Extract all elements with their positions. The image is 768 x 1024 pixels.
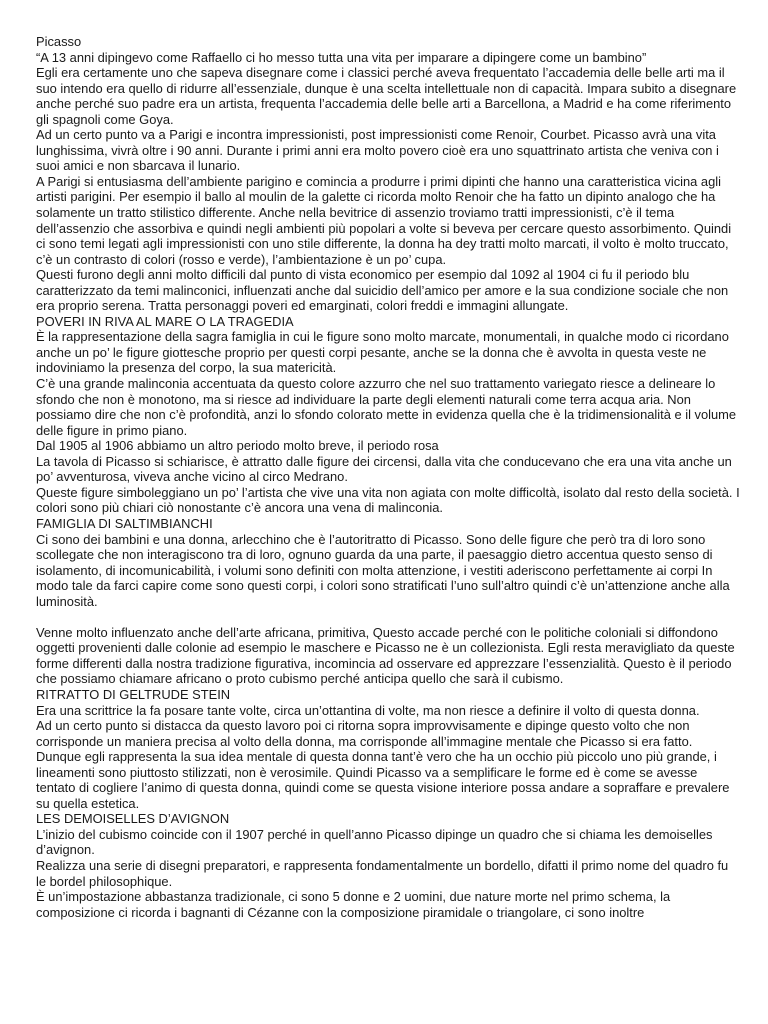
- african-period-paragraph: Venne molto influenzato anche dell’arte africana, primitiva, Questo accade perché con le politiche coloniali si diffondono oggetti provenienti dalle colonie ad esempio le maschere e Picasso ne è un collezionista. Egli resta meravigliato da queste forme differenti dalla nostra tradizione figurativa, incomincia ad osservare ed apprezzare l’essenzialità. Questo è il periodo che possiamo chiamare africano o proto cubismo perché anticipa quello che sarà il cubismo.: [36, 624, 735, 687]
- rose-period-paragraph-2: La tavola di Picasso si schiarisce, è attratto dalle figure dei circensi, dalla vita che conducevano che era una vita anche un po’ avventurosa, viveva anche vicino al circo Medrano.: [36, 453, 732, 485]
- heading-poveri-in-riva: POVERI IN RIVA AL MARE O LA TRAGEDIA: [36, 313, 294, 329]
- famiglia-paragraph: Ci sono dei bambini e una donna, arlecchino che è l’autoritratto di Picasso. Sono delle figure che però tra di loro sono scollegate che non interagiscono tra di loro, ognuno guarda da una parte, il paesaggio dietro accentua questo senso di isolamento, di incomunicabilità, i volumi sono definiti con molta attenzione, i vestiti aderiscono perfettamente ai corpi In modo tale da farci capire come sono questi corpi, i colori sono stratificati l’uno sull’altro quindi c’è un’attenzione anche alla luminosità.: [36, 531, 730, 609]
- stein-paragraph-1: Era una scrittrice la fa posare tante volte, circa un’ottantina di volte, ma non riesce a definire il volto di questa donna.: [36, 702, 700, 718]
- poveri-paragraph-2: C’è una grande malinconia accentuata da questo colore azzurro che nel suo trattamento variegato riesce a delineare lo sfondo che non è monotono, ma si riesce ad individuare la parte degli elementi naturali come terra acqua aria. Non possiamo dire che non c’è profondità, anzi lo sfondo colorato mette in evidenza quella che è la tridimensionalità e il volume delle figure in primo piano.: [36, 376, 737, 438]
- demoiselles-paragraph-3: È un’impostazione abbastanza tradizionale, ci sono 5 donne e 2 uomini, due nature morte nel primo schema, la composizione ci ricorda i bagnanti di Cézanne con la composizione piramidale o triangolare, ci sono inoltre: [36, 889, 671, 920]
- document-page: [36, 34, 740, 920]
- heading-famiglia-saltimbianchi: FAMIGLIA DI SALTIMBIANCHI: [36, 515, 213, 531]
- demoiselles-paragraph-1: L’inizio del cubismo coincide con il 1907 perché in quell’anno Picasso dipinge un quadro che si chiama les demoiselles d’avignon.: [36, 826, 713, 858]
- heading-ritratto-stein: RITRATTO DI GELTRUDE STEIN: [36, 686, 231, 702]
- intro-paragraph-3: A Parigi si entusiasma dell’ambiente parigino e comincia a produrre i primi dipinti che hanno una caratteristica vicina agli artisti parigini. Per esempio il ballo al moulin de la galette ci ricorda molto Renoir che ha fatto un dipinto analogo che ha solamente un tratto stilistico differente. Anche nella bevitrice di assenzio troviamo tratti impressionisti, c’è il tema dell’assenzio che assorbiva e quindi negli ambienti più popolari a volte si beveva per cercare questo assorbimento. Quindi ci sono temi legati agli impressionisti con uno stile differente, la donna ha dey tratti molto marcati, il volto è molto truccato, c’è un contrasto di colori (rosso e verde), l’ambientazione è un po’ cupa.: [36, 173, 732, 267]
- blank-line: [36, 609, 740, 625]
- blue-period-paragraph: Questi furono degli anni molto difficili dal punto di vista economico per esempio dal 1092 al 1904 ci fu il periodo blu caratterizzato da temi malinconici, influenzati anche dal suicidio dell’amico per amore e la sua condizione sociale che non era proprio serena. Tratta personaggi poveri ed emarginati, colori freddi e immagini allungate.: [36, 267, 729, 314]
- document-title: Picasso: [36, 34, 82, 49]
- quote-paragraph: “A 13 anni dipingevo come Raffaello ci ho messo tutta una vita per imparare a dipingere come un bambino”: [36, 49, 647, 65]
- stein-paragraph-2: Ad un certo punto si distacca da questo lavoro poi ci ritorna sopra improvvisamente e dipinge questo volto che non corrisponde un maniera precisa al volto della donna, ma corrisponde all’immagine mentale che Picasso si era fatto. Dunque egli rappresenta la sua idea mentale di questa donna tant’è vero che ha un occhio più piccolo uno più grande, i lineamenti sono piuttosto stilizzati, non è verosimile. Quindi Picasso va a semplificare le forme ed è come se avesse tentato di cogliere l’animo di questa donna, quindi come se questa visione interiore possa andare a sopraffare e prevalere su quella estetica.: [36, 718, 730, 811]
- intro-paragraph-1: Egli era certamente uno che sapeva disegnare come i classici perché aveva frequentato l’accademia delle belle arti ma il suo intendo era quello di ridurre all’essenziale, dunque è una scelta intellettuale non di capacità. Impara subito a disegnare anche perché suo padre era un artista, frequenta l’accademia delle belle arti a Barcellona, a Madrid e ha come riferimento gli spagnoli come Goya.: [36, 65, 737, 127]
- poveri-paragraph-1: È la rappresentazione della sagra famiglia in cui le figure sono molto marcate, monumentali, in qualche modo ci ricordano anche un po’ le figure giottesche proprio per questi corpi pesante, anche se la donna che è avvolta in questa veste ne indoviniamo la presenza del corpo, la sua matericità.: [36, 329, 729, 376]
- rose-period-paragraph-1: Dal 1905 al 1906 abbiamo un altro periodo molto breve, il periodo rosa: [36, 438, 439, 454]
- rose-period-paragraph-3: Queste figure simboleggiano un po’ l’artista che vive una vita non agiata con molte difficoltà, isolato dal resto della società. I colori sono più chiari ciò nonostante c’è ancora una vena di malinconia.: [36, 484, 740, 516]
- demoiselles-paragraph-2: Realizza una serie di disegni preparatori, e rappresenta fondamentalmente un bordello, difatti il primo nome del quadro fu le bordel philosophique.: [36, 857, 729, 889]
- heading-demoiselles: LES DEMOISELLES D’AVIGNON: [36, 811, 230, 827]
- intro-paragraph-2: Ad un certo punto va a Parigi e incontra impressionisti, post impressionisti come Renoir, Courbet. Picasso avrà una vita lunghissima, vivrà oltre i 90 anni. Durante i primi anni era molto povero cioè era uno squattrinato artista che veniva con i suoi amici e non sbarcava il lunario.: [36, 127, 719, 174]
